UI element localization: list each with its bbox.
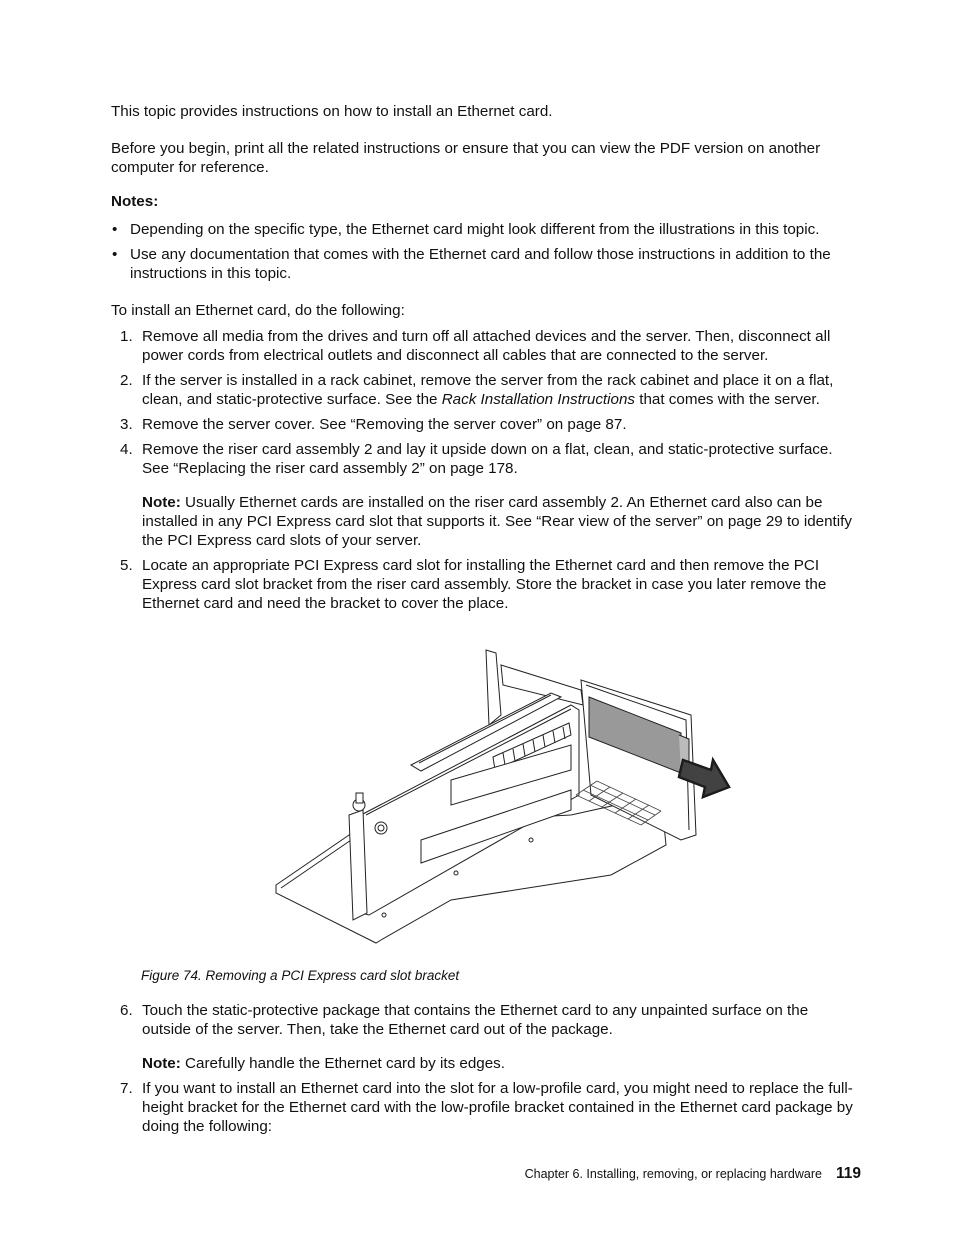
list-item: • Depending on the specific type, the Ethernet card might look different from the illustrations in this topic. <box>112 221 820 238</box>
page-footer <box>525 1164 861 1184</box>
step-4: 4. Remove the riser card assembly 2 and lay it upside down on a flat, clean, and static-protective surface. See “Replacing the riser card assembly 2” on page 178. Note: Usually Ethernet cards are installed on the riser card assembly 2. An Ethernet card also can be installed in any PCI Express card slot that supports it. See “Rear view of the server” on page 29 to identify the PCI Express card slots of your server. <box>111 440 861 550</box>
step-1: 1. Remove all media from the drives and turn off all attached devices and the server. Then, disconnect all power cords from electrical outlets and disconnect all cables that are connected to the server. <box>120 328 831 364</box>
notes-heading: Notes: <box>111 193 159 210</box>
steps-list-continued <box>111 1001 861 1142</box>
step-7: 7. If you want to install an Ethernet card into the slot for a low-profile card, you might need to replace the full-height bracket for the Ethernet card with the low-profile bracket contained in the Ethernet card package by doing the following: <box>120 1080 853 1135</box>
steps-list <box>111 327 861 619</box>
chapter-title: Chapter 6. Installing, removing, or replacing hardware <box>524 1167 822 1181</box>
procedure-intro: To install an Ethernet card, do the following: <box>111 302 405 319</box>
riser-card-figure <box>271 645 731 945</box>
list-item: • Use any documentation that comes with the Ethernet card and follow those instructions in addition to the instructions in this topic. <box>112 246 831 282</box>
rack-instructions-title: Rack Installation Instructions <box>441 391 636 408</box>
page-number: 119 <box>835 1165 861 1182</box>
bullet-icon: • <box>112 221 118 238</box>
step-3: 3. Remove the server cover. See “Removing the server cover” on page 87. <box>120 416 627 433</box>
step-5: 5. Locate an appropriate PCI Express card slot for installing the Ethernet card and then remove the PCI Express card slot bracket from the riser card assembly. Store the bracket in case you later remove the Ethernet card and need the bracket to cover the place. <box>120 557 827 612</box>
figure-caption: Figure 74. Removing a PCI Express card slot bracket <box>141 968 460 983</box>
step-6-note: Note: Carefully handle the Ethernet card by its edges. <box>142 1055 506 1072</box>
step-6: 6. Touch the static-protective package that contains the Ethernet card to any unpainted surface on the outside of the server. Then, take the Ethernet card out of the package. Note: Carefully handle the Ethernet card by its edges. <box>111 1001 861 1073</box>
intro-paragraph: This topic provides instructions on how to install an Ethernet card. <box>111 103 553 120</box>
bullet-icon: • <box>112 246 118 263</box>
notes-list <box>111 220 861 289</box>
step-2: 2. If the server is installed in a rack cabinet, remove the server from the rack cabinet and place it on a flat, clean, and static-protective surface. See the Rack Installation Instructions that comes with the server. <box>120 372 834 408</box>
before-paragraph: Before you begin, print all the related instructions or ensure that you can view the PDF version on another computer for reference. <box>111 140 821 176</box>
step-4-note: Note: Usually Ethernet cards are installed on the riser card assembly 2. An Ethernet card also can be installed in any PCI Express card slot that supports it. See “Rear view of the server” on page 29 to identify the PCI Express card slots of your server. <box>142 494 852 549</box>
